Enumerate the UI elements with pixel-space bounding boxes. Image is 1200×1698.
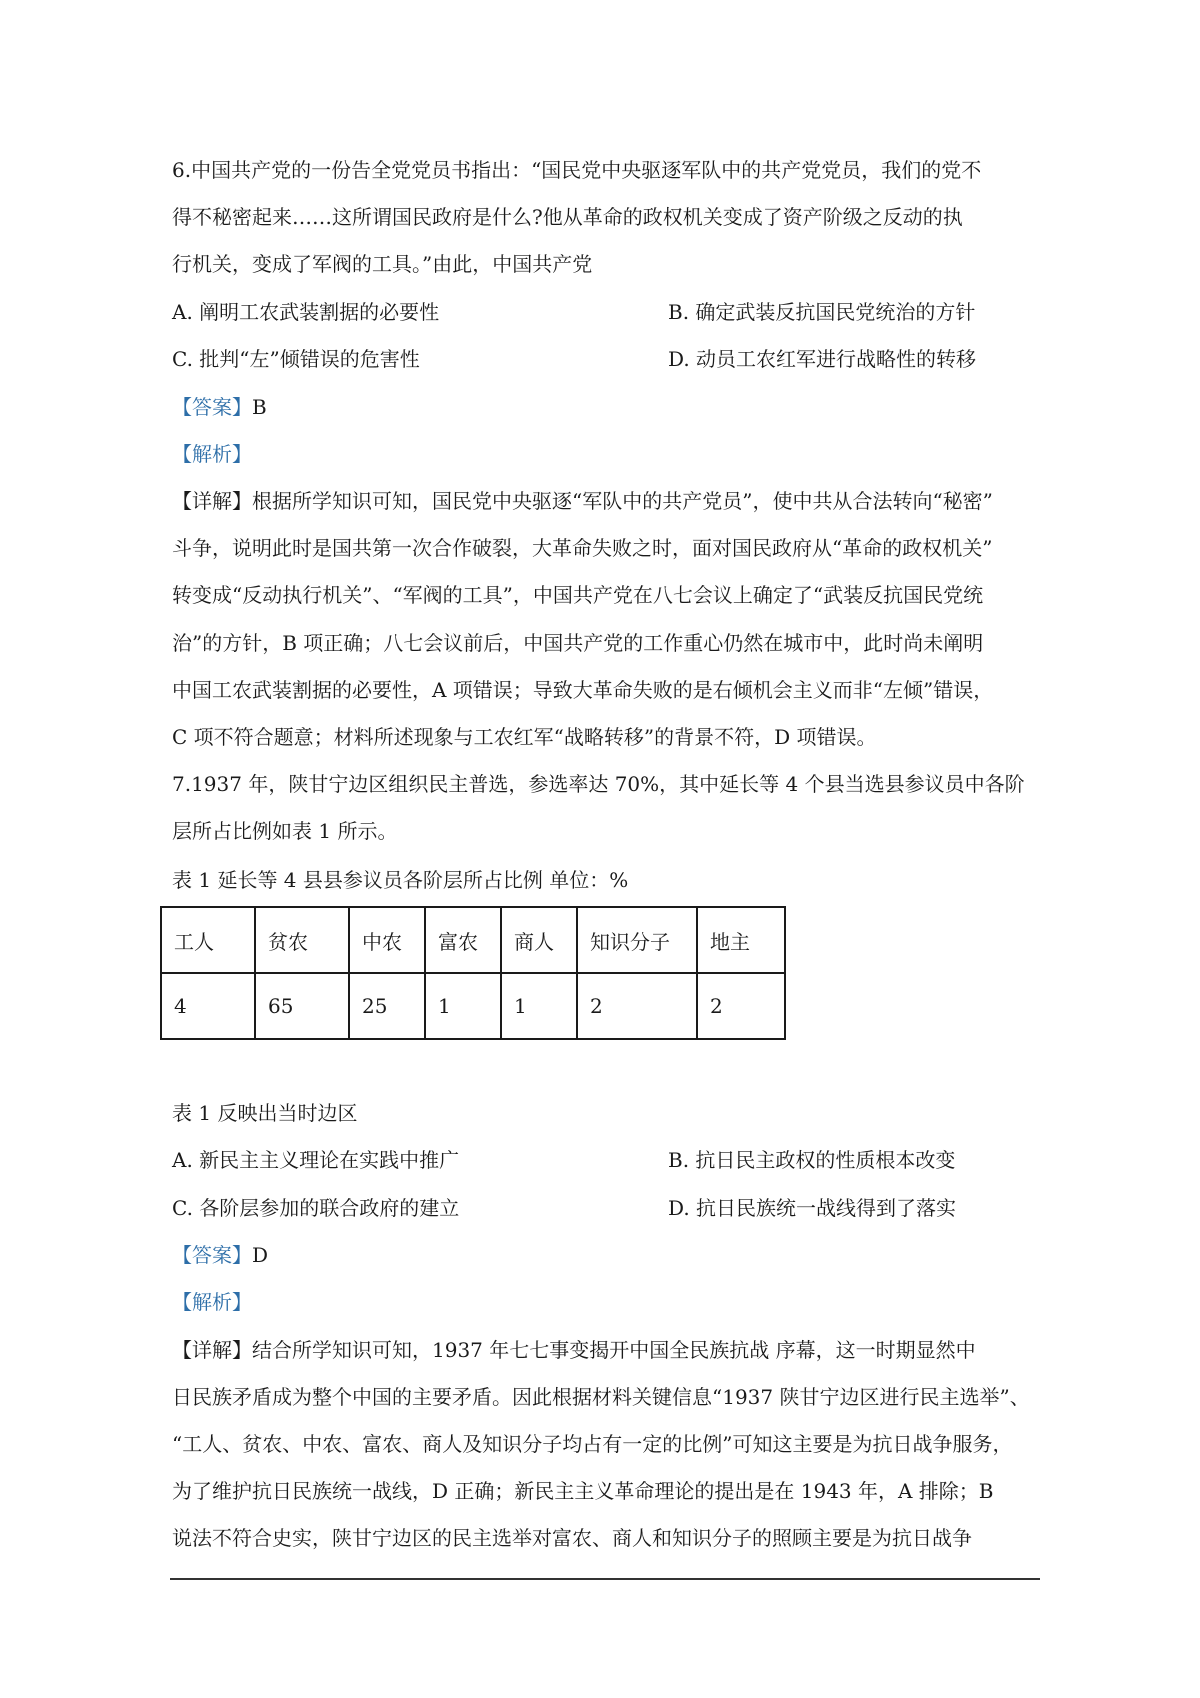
q6-detail-line-1 xyxy=(172,487,1042,515)
q7-detail-line-1 xyxy=(172,1336,1042,1364)
footer-divider xyxy=(170,1578,1040,1580)
q6-detail-tag: 【详解】 xyxy=(172,489,252,513)
q7-option-d: D. 抗日民族统一战线得到了落实 xyxy=(668,1196,957,1220)
q7-stem-line-2: 层所占比例如表 1 所示。 xyxy=(172,819,398,843)
table-cell: 25 xyxy=(349,973,425,1039)
q7-detail-line-4: 为了维护抗日民族统一战线，D 正确；新民主主义革命理论的提出是在 1943 年，A 排除；B xyxy=(172,1479,994,1503)
q7-answer-tag: 【答案】 xyxy=(172,1243,252,1267)
table-header-cell: 工人 xyxy=(161,907,255,973)
table-header-cell: 商人 xyxy=(501,907,577,973)
q6-detail-line-6: C 项不符合题意；材料所述现象与工农红军“战略转移”的背景不符，D 项错误。 xyxy=(172,725,877,749)
q6-option-c: C. 批判“左”倾错误的危害性 xyxy=(172,347,420,371)
q6-answer-tag: 【答案】 xyxy=(172,395,252,419)
q6-option-b: B. 确定武装反抗国民党统治的方针 xyxy=(668,300,976,324)
q7-analysis-line xyxy=(172,1288,1042,1316)
table-cell: 4 xyxy=(161,973,255,1039)
q7-answer: D xyxy=(252,1243,269,1267)
q7-detail-line-5: 说法不符合史实，陕甘宁边区的民主选举对富农、商人和知识分子的照顾主要是为抗日战争 xyxy=(172,1526,972,1550)
q7-option-b: B. 抗日民主政权的性质根本改变 xyxy=(668,1148,956,1172)
q6-detail-line-5: 中国工农武装割据的必要性，A 项错误；导致大革命失败的是右倾机会主义而非“左倾”错误， xyxy=(172,678,994,702)
table-header-cell: 贫农 xyxy=(255,907,349,973)
q6-option-d: D. 动员工农红军进行战略性的转移 xyxy=(668,347,977,371)
q7-detail-tag: 【详解】 xyxy=(172,1338,252,1362)
q6-stem-line-2: 得不秘密起来……这所谓国民政府是什么?他从革命的政权机关变成了资产阶级之反动的执 xyxy=(172,205,963,229)
q6-stem-line-1: 6.中国共产党的一份告全党党员书指出：“国民党中央驱逐军队中的共产党党员，我们的党不 xyxy=(172,158,982,182)
q7-detail-text-1: 结合所学知识可知，1937 年七七事变揭开中国全民族抗战 序幕，这一时期显然中 xyxy=(252,1338,976,1362)
table-cell: 1 xyxy=(501,973,577,1039)
table-header-row xyxy=(161,907,785,973)
table-row xyxy=(161,973,785,1039)
q7-answer-line xyxy=(172,1241,1042,1269)
q7-table xyxy=(160,906,786,1040)
q6-stem-line-3: 行机关，变成了军阀的工具。”由此，中国共产党 xyxy=(172,252,593,276)
q7-detail-line-2: 日民族矛盾成为整个中国的主要矛盾。因此根据材料关键信息“1937 陕甘宁边区进行民主选举”、 xyxy=(172,1385,1030,1409)
table-header-cell: 富农 xyxy=(425,907,501,973)
q6-answer: B xyxy=(252,395,267,419)
table-header-cell: 中农 xyxy=(349,907,425,973)
q6-detail-line-4: 治”的方针，B 项正确；八七会议前后，中国共产党的工作重心仍然在城市中，此时尚未阐明 xyxy=(172,631,984,655)
table-cell: 2 xyxy=(577,973,697,1039)
q6-option-a: A. 阐明工农武装割据的必要性 xyxy=(172,300,440,324)
table-cell: 2 xyxy=(697,973,785,1039)
q6-answer-line xyxy=(172,393,1042,421)
q6-analysis-line xyxy=(172,440,1042,468)
q7-table-caption: 表 1 延长等 4 县县参议员各阶层所占比例 单位：% xyxy=(172,868,629,892)
q6-detail-line-2: 斗争，说明此时是国共第一次合作破裂，大革命失败之时，面对国民政府从“革命的政权机关” xyxy=(172,536,993,560)
q7-prompt: 表 1 反映出当时边区 xyxy=(172,1101,358,1125)
q7-detail-line-3: “工人、贫农、中农、富农、商人及知识分子均占有一定的比例”可知这主要是为抗日战争服务， xyxy=(172,1432,1013,1456)
table-cell: 1 xyxy=(425,973,501,1039)
q6-detail-text-1: 根据所学知识可知，国民党中央驱逐“军队中的共产党员”，使中共从合法转向“秘密” xyxy=(252,489,993,513)
q6-analysis-tag: 【解析】 xyxy=(172,442,252,466)
q6-detail-line-3: 转变成“反动执行机关”、“军阀的工具”，中国共产党在八七会议上确定了“武装反抗国民党统 xyxy=(172,583,984,607)
q7-stem-line-1: 7.1937 年，陕甘宁边区组织民主普选，参选率达 70%，其中延长等 4 个县当选县参议员中各阶 xyxy=(172,772,1025,796)
q7-option-a: A. 新民主主义理论在实践中推广 xyxy=(172,1148,460,1172)
table-header-cell: 知识分子 xyxy=(577,907,697,973)
q7-option-c: C. 各阶层参加的联合政府的建立 xyxy=(172,1196,460,1220)
table-cell: 65 xyxy=(255,973,349,1039)
q7-analysis-tag: 【解析】 xyxy=(172,1290,252,1314)
table-header-cell: 地主 xyxy=(697,907,785,973)
